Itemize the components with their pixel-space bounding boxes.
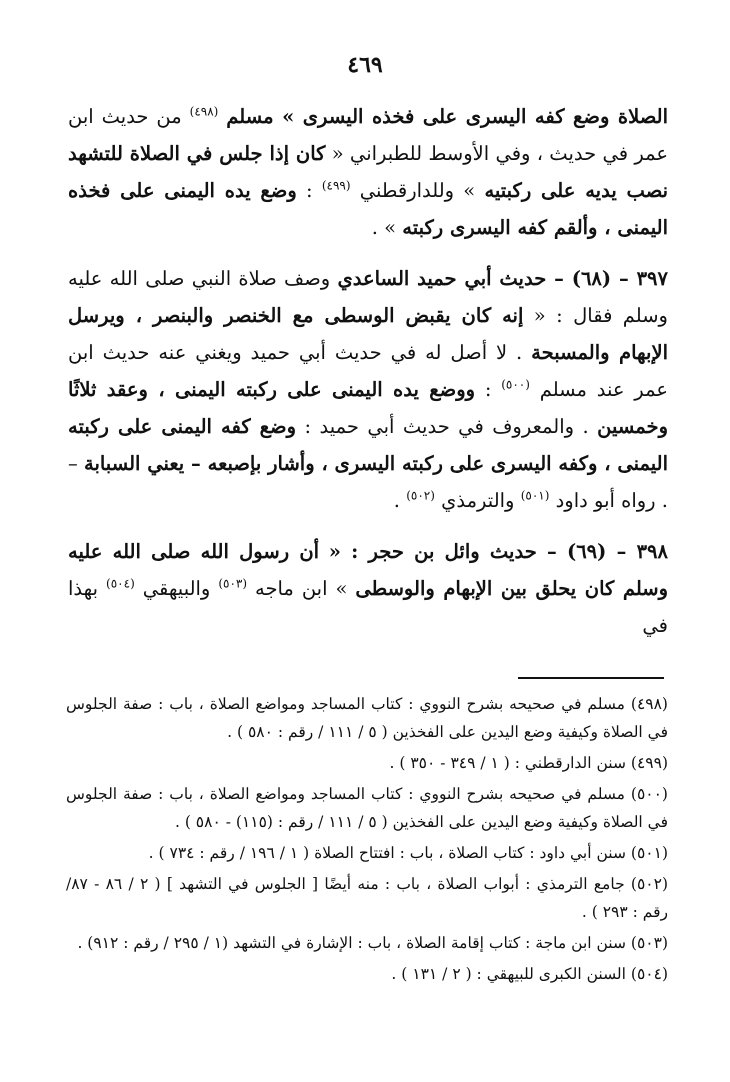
footnote-ref[interactable]: (٥٠٠) xyxy=(501,377,530,392)
paragraph-397 xyxy=(68,260,668,519)
footnote-text: سنن الدارقطني : ( ١ / ٣٤٩ - ٣٥٠ ) . xyxy=(389,754,626,772)
footnote-500 xyxy=(66,780,668,836)
footnote-number: (٥٠٠) xyxy=(630,785,668,803)
footnote-number: (٥٠٢) xyxy=(630,875,669,893)
footnote-ref[interactable]: (٥٠١) xyxy=(520,488,550,503)
body-text: » ابن ماجه xyxy=(254,577,348,600)
footnote-504 xyxy=(66,960,668,988)
quote-text: كان إذا جلس في الصلاة للتشهد نصب يديه على ركبتيه xyxy=(68,142,669,202)
page-number: ٤٦٩ xyxy=(347,52,383,78)
hadith-heading: ٣٩٨ – (٦٩) – حديث وائل بن حجر : « xyxy=(328,540,668,563)
footnote-number: (٥٠٤) xyxy=(630,965,668,983)
body-text: : xyxy=(484,378,492,401)
footnote-text: سنن أبي داود : كتاب الصلاة ، باب : افتتاح الصلاة ( ١ / ١٩٦ / رقم : ٧٣٤ ) . xyxy=(148,844,626,862)
quote-text: الصلاة وضع كفه اليسرى على فخذه اليسرى » مسلم xyxy=(226,105,668,128)
footnote-text: مسلم في صحيحه بشرح النووي : كتاب المساجد ومواضع الصلاة ، باب : صفة الجلوس في الصلاة وكيفية وضع اليدين على الفخذين ( ٥ / ١١١ / رقم : (١١٥) - ٥٨٠ ) . xyxy=(66,785,668,831)
footnote-ref[interactable]: (٥٠٤) xyxy=(106,576,135,591)
footnote-503 xyxy=(66,929,668,957)
footnote-separator xyxy=(518,677,664,679)
footnote-number: (٤٩٨) xyxy=(630,695,668,713)
paragraph-398 xyxy=(68,533,668,644)
footnote-text: جامع الترمذي : أبواب الصلاة ، باب : منه أيضًا [ الجلوس في التشهد ] ( ٢ / ٨٦ - ٨٧/ رقم : ٢٩٣ ) . xyxy=(66,875,668,921)
body-text: بهذا في xyxy=(68,577,668,637)
body-text: من حديث ابن عمر في حديث ، وفي الأوسط للطبراني « xyxy=(68,105,668,165)
footnote-number: (٥٠٣) xyxy=(630,934,668,952)
footnote-498 xyxy=(66,690,668,746)
body-text: : xyxy=(306,179,313,202)
footnote-501 xyxy=(66,839,668,867)
hadith-heading: ٣٩٧ – (٦٨) – حديث أبي حميد الساعدي xyxy=(337,267,668,290)
body-text: . لا أصل له في حديث أبي حميد ويغني عنه حديث ابن عمر عند مسلم xyxy=(68,341,668,401)
footnote-number: (٥٠١) xyxy=(630,844,668,862)
footnote-ref[interactable]: (٤٩٨) xyxy=(189,104,219,119)
body-text: » وللدارقطني xyxy=(359,179,476,202)
footnotes xyxy=(66,690,668,991)
footnote-text: سنن ابن ماجة : كتاب إقامة الصلاة ، باب : الإشارة في التشهد (١ / ٢٩٥ / رقم : ٩١٢) . xyxy=(77,934,626,952)
footnote-text: السنن الكبرى للبيهقي : ( ٢ / ١٣١ ) . xyxy=(391,965,626,983)
quote-text: أن رسول الله صلى الله عليه وسلم كان يحلق بين الإبهام والوسطى xyxy=(68,540,669,600)
footnote-number: (٤٩٩) xyxy=(630,754,668,772)
body-text: وصف صلاة النبي صلى الله عليه وسلم فقال : « xyxy=(68,267,668,327)
body-text: . xyxy=(393,489,400,512)
quote-text: إنه كان يقبض الوسطى مع الخنصر والبنصر ، ويرسل الإبهام والمسبحة xyxy=(68,304,669,364)
body-text: – . رواه أبو داود xyxy=(68,452,668,512)
body-text: والترمذي xyxy=(441,489,515,512)
quote-text: وضع يده اليمنى على فخذه اليمنى ، وألقم كفه اليسرى ركبته xyxy=(68,179,668,239)
footnote-ref[interactable]: (٤٩٩) xyxy=(321,178,351,193)
quote-text: ووضع يده اليمنى على ركبته اليمنى ، وعقد ثلاثًا وخمسين xyxy=(68,378,669,438)
paragraph-1 xyxy=(68,98,668,246)
footnote-502 xyxy=(66,870,668,926)
footnote-499 xyxy=(66,749,668,777)
footnote-ref[interactable]: (٥٠٢) xyxy=(406,488,435,503)
footnote-ref[interactable]: (٥٠٣) xyxy=(218,576,248,591)
footnote-text: مسلم في صحيحه بشرح النووي : كتاب المساجد ومواضع الصلاة ، باب : صفة الجلوس في الصلاة وكيفية وضع اليدين على الفخذين ( ٥ / ١١١ / رقم : ٥٨٠ ) . xyxy=(66,695,668,741)
main-text xyxy=(68,98,668,656)
body-text: » . xyxy=(371,216,397,239)
quote-text: وضع كفه اليمنى على ركبته اليمنى ، وكفه اليسرى على ركبته اليسرى ، وأشار بإصبعه – يعني السبابة xyxy=(68,415,668,475)
body-text: . والمعروف في حديث أبي حميد : xyxy=(304,415,589,438)
body-text: والبيهقي xyxy=(142,577,211,600)
